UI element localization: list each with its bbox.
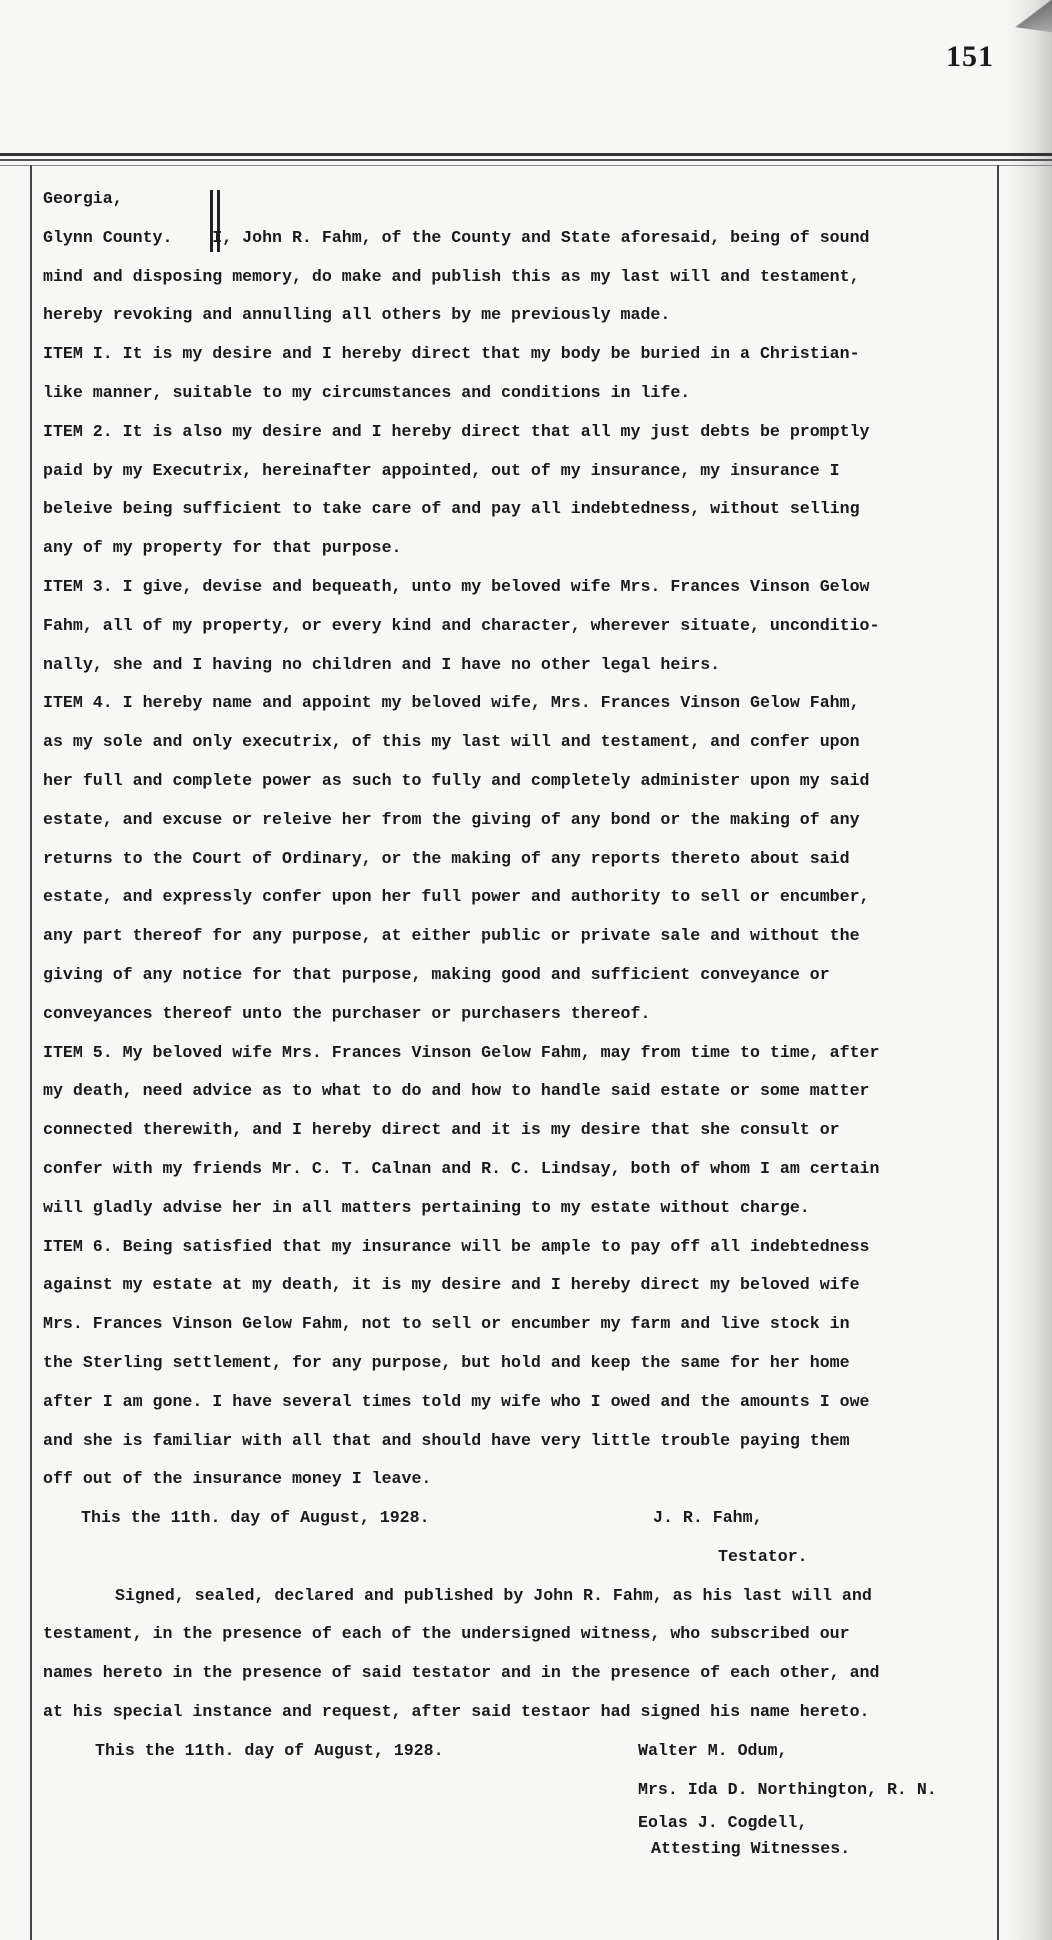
body-line: after I am gone. I have several times told my wife who I owed and the amounts I owe [43, 1391, 870, 1411]
attestation-line: names hereto in the presence of said testator and in the presence of each other, and [43, 1663, 880, 1683]
body-line: like manner, suitable to my circumstances and conditions in life. [43, 382, 691, 402]
body-line: as my sole and only executrix, of this my last will and testament, and confer upon [43, 732, 860, 752]
witness-name: Mrs. Ida D. Northington, R. N. [638, 1779, 937, 1799]
attestation-line: testament, in the presence of each of the undersigned witness, who subscribed our [43, 1624, 850, 1644]
body-line: estate, and excuse or releive her from the giving of any bond or the making of any [43, 809, 860, 829]
attestation-line: at his special instance and request, after said testaor had signed his name hereto. [43, 1702, 870, 1722]
body-line: any of my property for that purpose. [43, 538, 402, 558]
header-rule-2 [0, 159, 1052, 161]
witness-line [43, 1809, 1018, 1837]
body-line: my death, need advice as to what to do and how to handle said estate or some matter [43, 1081, 870, 1101]
item-2-line: ITEM 2. It is also my desire and I hereby direct that all my just debts be promptly [43, 421, 870, 441]
item-4-line: ITEM 4. I hereby name and appoint my beloved wife, Mrs. Frances Vinson Gelow Fahm, [43, 693, 860, 713]
body-line: Mrs. Frances Vinson Gelow Fahm, not to sell or encumber my farm and live stock in [43, 1314, 850, 1334]
attestation-date: This the 11th. day of August, 1928. [95, 1740, 444, 1760]
testator-label-line [43, 1538, 1018, 1577]
body-line: giving of any notice for that purpose, making good and sufficient conveyance or [43, 964, 830, 984]
witness-line [43, 1771, 1018, 1810]
venue-state: Georgia, [43, 189, 123, 208]
witness-date-line [43, 1732, 1018, 1771]
item-6-line: ITEM 6. Being satisfied that my insurance will be ample to pay off all indebtedness [43, 1236, 870, 1256]
testator-label: Testator. [718, 1546, 808, 1566]
attestation-line: Signed, sealed, declared and published by John R. Fahm, as his last will and [115, 1585, 872, 1605]
body-line: and she is familiar with all that and should have very little trouble paying them [43, 1430, 850, 1450]
will-document [43, 180, 1018, 1861]
header-rule-3 [0, 165, 1052, 166]
item-3-line: ITEM 3. I give, devise and bequeath, unto my beloved wife Mrs. Frances Vinson Gelow [43, 576, 870, 596]
body-line: beleive being sufficient to take care of and pay all indebtedness, without selling [43, 499, 860, 519]
body-line: connected therewith, and I hereby direct and it is my desire that she consult or [43, 1120, 840, 1140]
body-line: her full and complete power as such to fully and completely administer upon my said [43, 770, 870, 790]
date-signature-line [43, 1499, 1018, 1538]
witnesses-label-line [43, 1837, 1018, 1861]
body-line: nally, she and I having no children and I have no other legal heirs. [43, 654, 721, 674]
body-line: any part thereof for any purpose, at either public or private sale and without the [43, 926, 860, 946]
execution-date: This the 11th. day of August, 1928. [81, 1508, 430, 1528]
body-line: off out of the insurance money I leave. [43, 1469, 432, 1489]
body-line: I, John R. Fahm, of the County and State aforesaid, being of sound [212, 227, 870, 247]
body-line: estate, and expressly confer upon her full power and authority to sell or encumber, [43, 887, 870, 907]
body-line: Fahm, all of my property, or every kind and character, wherever situate, unconditio- [43, 615, 880, 635]
item-1-line: ITEM I. It is my desire and I hereby direct that my body be buried in a Christian- [43, 344, 860, 364]
page-number: 151 [946, 40, 994, 73]
witness-name: Walter M. Odum, [638, 1740, 788, 1760]
body-line: will gladly advise her in all matters pertaining to my estate without charge. [43, 1197, 810, 1217]
body-line: paid by my Executrix, hereinafter appointed, out of my insurance, my insurance I [43, 460, 840, 480]
witness-name: Eolas J. Cogdell, [638, 1813, 808, 1833]
header-rule [0, 153, 1052, 156]
item-5-line: ITEM 5. My beloved wife Mrs. Frances Vinson Gelow Fahm, may from time to time, after [43, 1042, 880, 1062]
frame-left-border [30, 165, 32, 1940]
body-line: confer with my friends Mr. C. T. Calnan and R. C. Lindsay, both of whom I am certain [43, 1158, 880, 1178]
testator-signature: J. R. Fahm, [653, 1508, 763, 1528]
venue-county-line [43, 219, 1018, 258]
body-line: hereby revoking and annulling all others by me previously made. [43, 305, 671, 325]
body-line: against my estate at my death, it is my desire and I hereby direct my beloved wife [43, 1275, 860, 1295]
body-line: conveyances thereof unto the purchaser or purchasers thereof. [43, 1003, 651, 1023]
body-line: mind and disposing memory, do make and publish this as my last will and testament, [43, 266, 860, 286]
body-line: the Sterling settlement, for any purpose, but hold and keep the same for her home [43, 1352, 850, 1372]
witnesses-label: Attesting Witnesses. [651, 1839, 851, 1859]
venue-county: Glynn County. [43, 227, 173, 247]
body-line: returns to the Court of Ordinary, or the making of any reports thereto about said [43, 848, 850, 868]
